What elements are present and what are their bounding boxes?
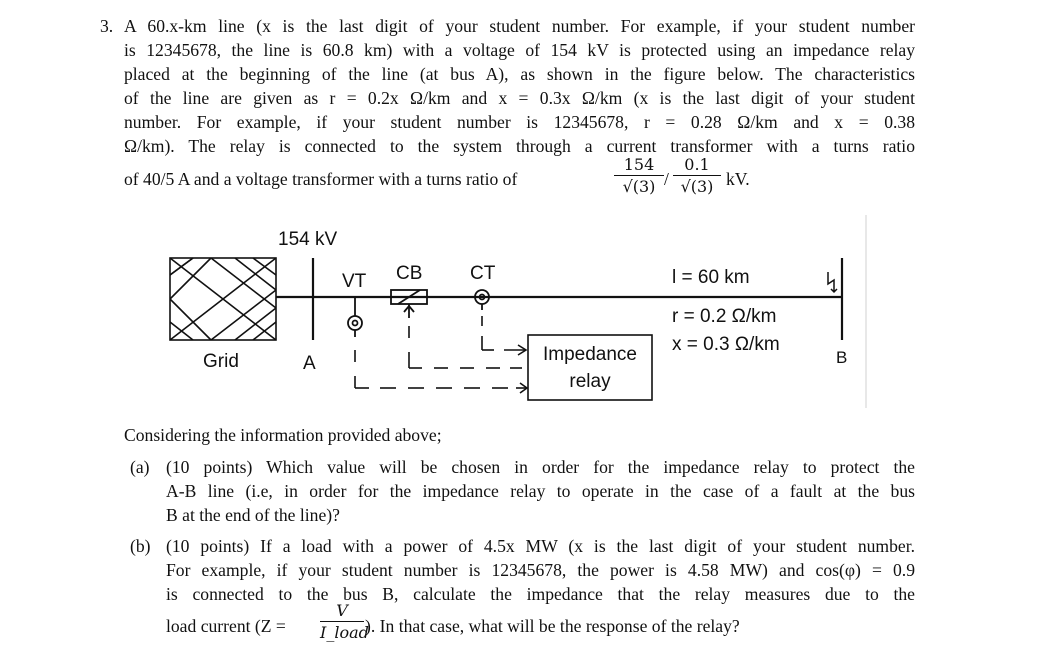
vt-signal-wire [355, 350, 527, 393]
fraction-2-numerator: 0.1 [673, 155, 721, 176]
part-a-label: (a) [130, 457, 150, 477]
bus-b-label: B [836, 348, 848, 367]
question-line-5: number. For example, if your student number is 12345678, r = 0.28 Ω/km and x = 0.38 [124, 112, 915, 132]
question-line-6: Ω/km). The relay is connected to the system through a current transformer with a turns ratio [124, 136, 915, 156]
cb-label: CB [396, 263, 423, 284]
line-length-label: l = 60 km [672, 267, 750, 288]
part-b-line-4-suffix: ). In that case, what will be the response of the relay? [365, 616, 740, 636]
voltage-label: 154 kV [278, 229, 338, 250]
question-line-7-prefix: of 40/5 A and a voltage transformer with a turns ratio of [124, 169, 518, 189]
grid-label: Grid [203, 351, 239, 372]
relay-label-line-2: relay [569, 371, 611, 392]
considering-text: Considering the information provided above; [124, 425, 442, 445]
fraction-1-denominator: √(3) [622, 177, 656, 196]
ct-symbol [475, 290, 489, 310]
fraction-2-denominator: √(3) [680, 177, 714, 196]
line-reactance-label: x = 0.3 Ω/km [672, 334, 780, 355]
part-b-line-2: For example, if your student number is 12345678, the power is 4.58 MW) and cos(φ) = 0.9 [166, 560, 915, 580]
question-line-1: A 60.x-km line (x is the last digit of your student number. For example, if your student number [124, 16, 915, 36]
relay-label-line-1: Impedance [542, 344, 638, 365]
question-line-2: is 12345678, the line is 60.8 km) with a voltage of 154 kV is protected using an impedance relay [124, 40, 915, 60]
impedance-fraction [320, 601, 369, 644]
ct-signal-wire [482, 316, 526, 355]
ct-label: CT [470, 263, 496, 284]
impedance-fraction-denominator: I_load [320, 623, 369, 642]
part-a-line-2: A-B line (i.e, in order for the impedance relay to operate in the case of a fault at the bus [166, 481, 915, 501]
question-line-3: placed at the beginning of the line (at bus A), as shown in the figure below. The characteristics [124, 64, 915, 84]
question-line-4: of the line are given as r = 0.2x Ω/km and x = 0.3x Ω/km (x is the last digit of your student [124, 88, 915, 108]
circuit-breaker-symbol [391, 290, 427, 318]
vt-label: VT [342, 271, 367, 292]
question-line-7-suffix: kV. [726, 169, 750, 189]
impedance-fraction-numerator: V [320, 601, 364, 622]
part-b-line-4-prefix: load current (Z = [166, 616, 286, 636]
grid-symbol [170, 258, 276, 340]
cb-trip-wire [409, 326, 522, 368]
part-b-line-3: is connected to the bus B, calculate the impedance that the relay measures due to the [166, 584, 915, 604]
bus-a-label: A [303, 353, 316, 374]
fraction-separator: / [664, 169, 669, 189]
part-a-line-1: (10 points) Which value will be chosen in order for the impedance relay to protect the [166, 457, 915, 477]
question-number: 3. [100, 16, 114, 36]
line-resistance-label: r = 0.2 Ω/km [672, 306, 777, 327]
part-b-label: (b) [130, 536, 151, 556]
fraction-1-numerator: 154 [614, 155, 664, 176]
part-a-line-3: B at the end of the line)? [166, 505, 340, 525]
fault-icon [828, 272, 837, 292]
part-b-line-1: (10 points) If a load with a power of 4.5x MW (x is the last digit of your student number. [166, 536, 915, 556]
vt-symbol [348, 297, 362, 337]
